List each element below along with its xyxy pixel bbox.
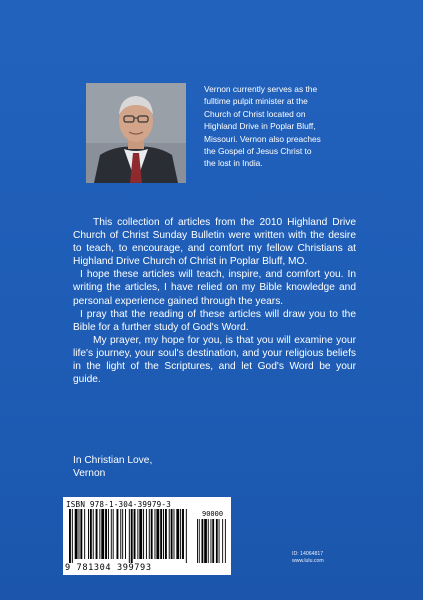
isbn-label: ISBN 978-1-304-39979-3 (66, 500, 171, 509)
barcode-bar (72, 509, 73, 563)
closing-salutation: In Christian Love, (73, 455, 153, 466)
barcode-bar (176, 509, 179, 559)
barcode-bar (155, 509, 156, 559)
barcode-bar (105, 509, 107, 559)
barcode-bar (186, 509, 187, 563)
description-paragraph: I hope these articles will teach, inspire, and comfort you. In writing the articles, I have relied on my Bible knowledge and personal experience gained through the years. (73, 269, 356, 307)
isbn-barcode (63, 497, 231, 575)
publisher-id: ID: 14064817 (292, 551, 324, 557)
bio-line: the lost in India. (204, 158, 263, 169)
barcode-bar (131, 509, 133, 563)
barcode-bar (134, 509, 136, 559)
barcode-bar (80, 509, 82, 559)
description-paragraph: My prayer, my hope for you, is that you will examine your life's journey, your soul's destination, and your religious beliefs in the light of the Scriptures, and let God's Word be your guide. (73, 334, 356, 386)
book-description (73, 216, 356, 386)
barcode-bar (143, 509, 144, 559)
barcode-bar (129, 509, 130, 563)
bio-line: Highland Drive in Poplar Bluff, (204, 121, 316, 132)
barcode-bar (156, 509, 159, 559)
closing-name: Vernon (73, 468, 106, 479)
barcode-bar (117, 509, 119, 559)
description-paragraph: I pray that the reading of these articles will draw you to the Bible for a further study of God's Word. (73, 308, 356, 333)
barcode-bar (169, 509, 170, 559)
author-portrait-image (86, 83, 186, 183)
barcode-addon-bar (197, 519, 198, 563)
barcode-addon-bar (208, 519, 209, 563)
price-code: 90000 (202, 510, 224, 518)
barcode-addon-bar (219, 519, 220, 563)
barcode-bar (139, 509, 142, 559)
barcode-bar (165, 509, 167, 559)
barcode-bar (182, 509, 184, 559)
author-bio (204, 83, 340, 170)
barcode-addon-bar (202, 519, 204, 563)
barcode-bar (69, 509, 71, 563)
barcode-bar (180, 509, 181, 559)
publisher-info (292, 551, 324, 565)
barcode-addon-bar (199, 519, 200, 563)
barcode-bar (122, 509, 123, 559)
barcode-bar (88, 509, 89, 559)
barcode-bar (125, 509, 126, 559)
barcode-bar (137, 509, 138, 559)
barcode-addon-bar (222, 519, 223, 563)
author-photo (86, 83, 186, 183)
barcode-bar (99, 509, 100, 559)
barcode-addon-bar (225, 519, 226, 563)
barcode-bar (174, 509, 175, 559)
barcode-bar (151, 509, 153, 559)
barcode-bar (108, 509, 109, 559)
closing-signature (73, 454, 152, 480)
barcode-bar (90, 509, 92, 559)
description-paragraph: This collection of articles from the 2010 Highland Drive Church of Christ Sunday Bulletin were written with the desire to teach, to encourage, and comfort my fellow Christians at Highland Drive Church of Christ in Poplar Bluff, MO. (73, 217, 356, 268)
bio-line: Vernon currently serves as the (204, 84, 318, 94)
bio-line: Church of Christ located on (204, 108, 306, 119)
barcode-bar (111, 509, 112, 559)
barcode-bar (96, 509, 98, 559)
barcode-addon-bar (216, 519, 218, 563)
barcode-digits: 9 781304 399793 (65, 563, 152, 573)
barcode-bar (149, 509, 150, 559)
publisher-url: www.lulu.com (292, 558, 324, 564)
barcode-bar (75, 509, 78, 559)
bio-line: Missouri. Vernon also preaches (204, 133, 321, 144)
barcode-bar (79, 509, 80, 559)
barcode-bar (163, 509, 164, 559)
barcode-addon-bar (211, 519, 212, 563)
bio-line: fulltime pulpit minister at the (204, 96, 308, 107)
barcode-bar (113, 509, 114, 559)
barcode-bar (160, 509, 162, 559)
barcode-addon-bar (204, 519, 207, 563)
barcode-bar (93, 509, 94, 559)
barcode-bar (120, 509, 121, 559)
barcode-bar (146, 509, 147, 559)
barcode-bar (84, 509, 85, 559)
barcode-bar (101, 509, 104, 559)
bio-line: the Gospel of Jesus Christ to (204, 146, 312, 157)
barcode-bars-graphic (67, 509, 227, 563)
barcode-bar (171, 509, 173, 559)
barcode-addon-bar (212, 519, 214, 563)
